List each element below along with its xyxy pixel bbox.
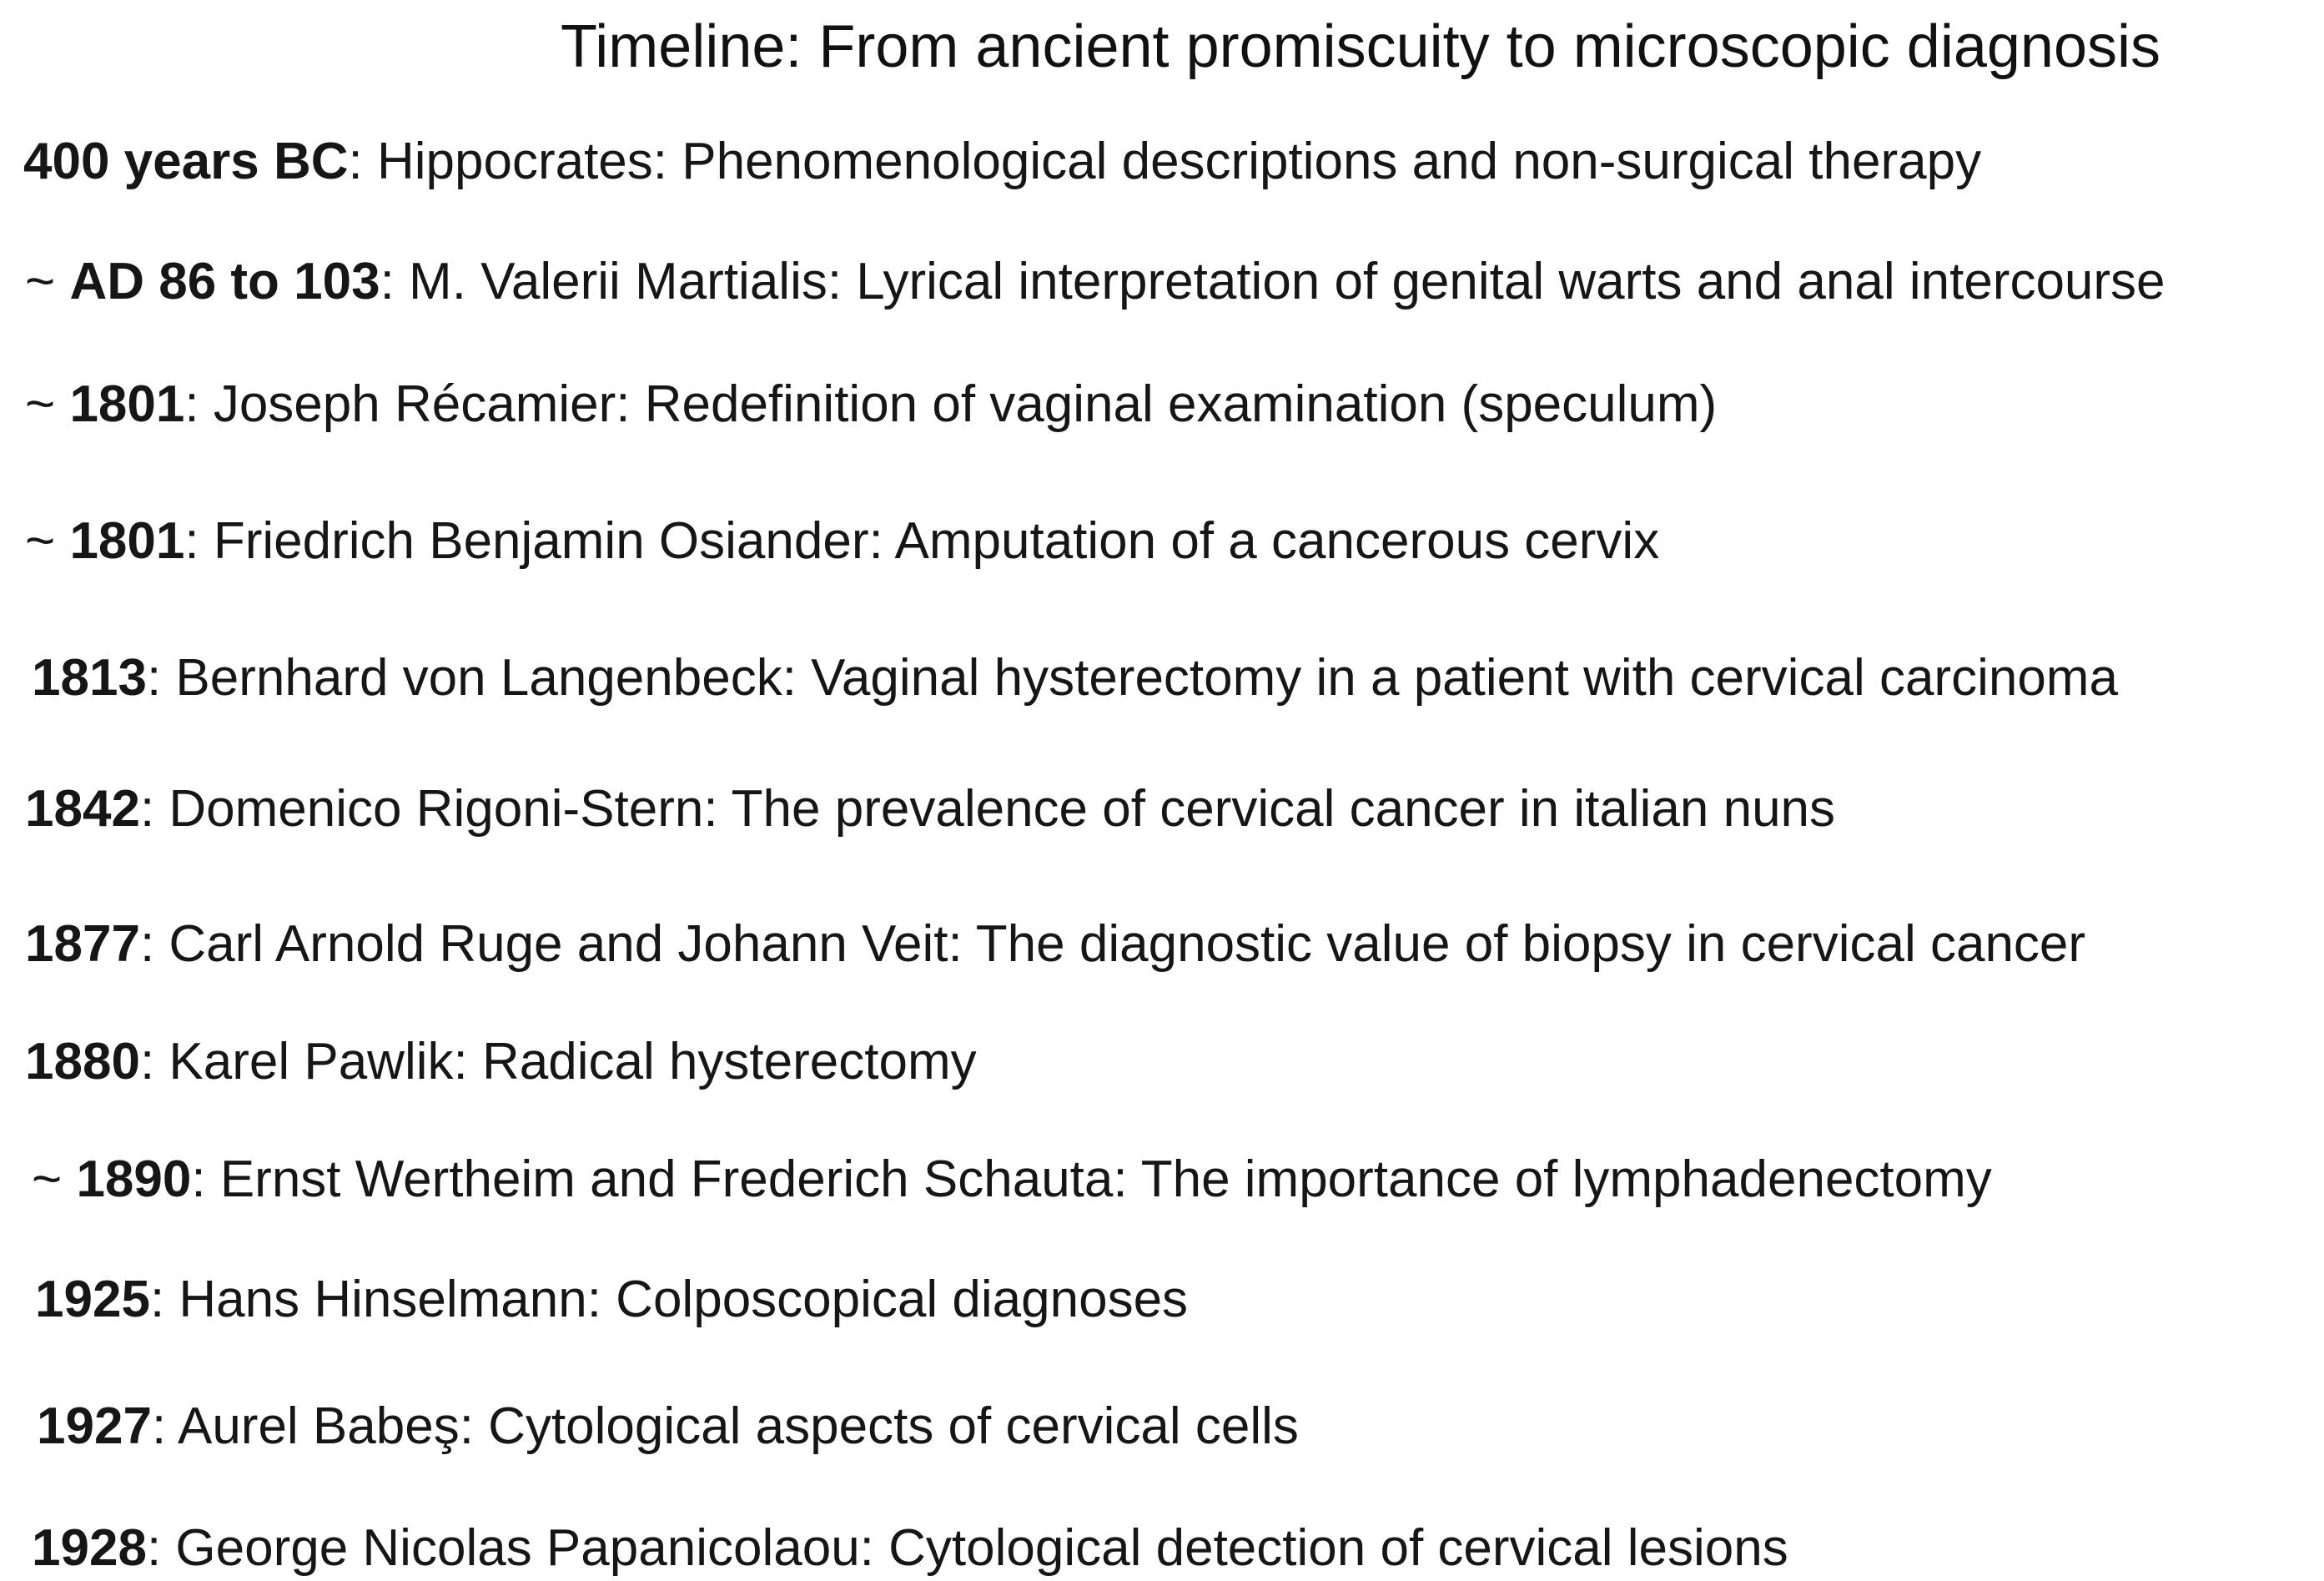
entry-text: : Ernst Wertheim and Frederich Schauta: The importance of lymphadenectomy: [191, 1151, 1992, 1208]
timeline-entry: [25, 373, 1717, 436]
entry-date: 1890: [76, 1151, 192, 1208]
entry-date: 1813: [32, 649, 147, 707]
entry-date: 1880: [25, 1033, 140, 1090]
entry-text: : Domenico Rigoni-Stern: The prevalence of cervical cancer in italian nuns: [139, 780, 1836, 838]
entry-text: : Bernhard von Langenbeck: Vaginal hysterectomy in a patient with cervical carcinoma: [146, 649, 2118, 707]
entry-text: : Hans Hinselmann: Colposcopical diagnoses: [149, 1271, 1189, 1328]
entry-text: : Friedrich Benjamin Osiander: Amputation of a cancerous cervix: [184, 512, 1660, 570]
entry-text: : M. Valerii Martialis: Lyrical interpretation of genital warts and anal intercourse: [380, 253, 2166, 310]
approx-marker: ~: [25, 512, 70, 570]
timeline-entry: [23, 130, 1981, 194]
timeline-entry: [32, 647, 2118, 710]
entry-date: 400 years BC: [23, 133, 349, 190]
entry-text: : Joseph Récamier: Redefinition of vaginal examination (speculum): [184, 375, 1718, 433]
timeline-entry: [25, 250, 2166, 314]
timeline-entry: [32, 1148, 1992, 1211]
entry-date: 1927: [37, 1397, 152, 1455]
approx-marker: ~: [25, 375, 70, 433]
timeline-entry: [25, 913, 2085, 976]
entry-date: 1801: [69, 375, 185, 433]
timeline-entry: [37, 1395, 1299, 1458]
entry-date: 1842: [25, 780, 140, 838]
entry-date: 1928: [32, 1519, 147, 1577]
entry-text: : George Nicolas Papanicolaou: Cytological detection of cervical lesions: [146, 1519, 1788, 1577]
page-title: Timeline: From ancient promiscuity to microscopic diagnosis: [561, 13, 2161, 80]
approx-marker: ~: [25, 253, 70, 310]
entry-date: 1925: [35, 1271, 150, 1328]
timeline-entry: [32, 1517, 1788, 1580]
timeline-entry: [25, 510, 1659, 573]
entry-text: : Aurel Babeş: Cytological aspects of cervical cells: [151, 1397, 1299, 1455]
timeline-entry: [35, 1268, 1188, 1332]
entry-date: 1801: [69, 512, 185, 570]
entry-text: : Karel Pawlik: Radical hysterectomy: [139, 1033, 977, 1090]
entry-text: : Carl Arnold Ruge and Johann Veit: The diagnostic value of biopsy in cervical cancer: [139, 915, 2086, 973]
approx-marker: ~: [32, 1151, 77, 1208]
entry-text: : Hippocrates: Phenomenological descriptions and non-surgical therapy: [348, 133, 1982, 190]
timeline-entry: [25, 778, 1835, 841]
entry-date: 1877: [25, 915, 140, 973]
timeline-entry: [25, 1030, 977, 1094]
entry-date: AD 86 to 103: [69, 253, 380, 310]
